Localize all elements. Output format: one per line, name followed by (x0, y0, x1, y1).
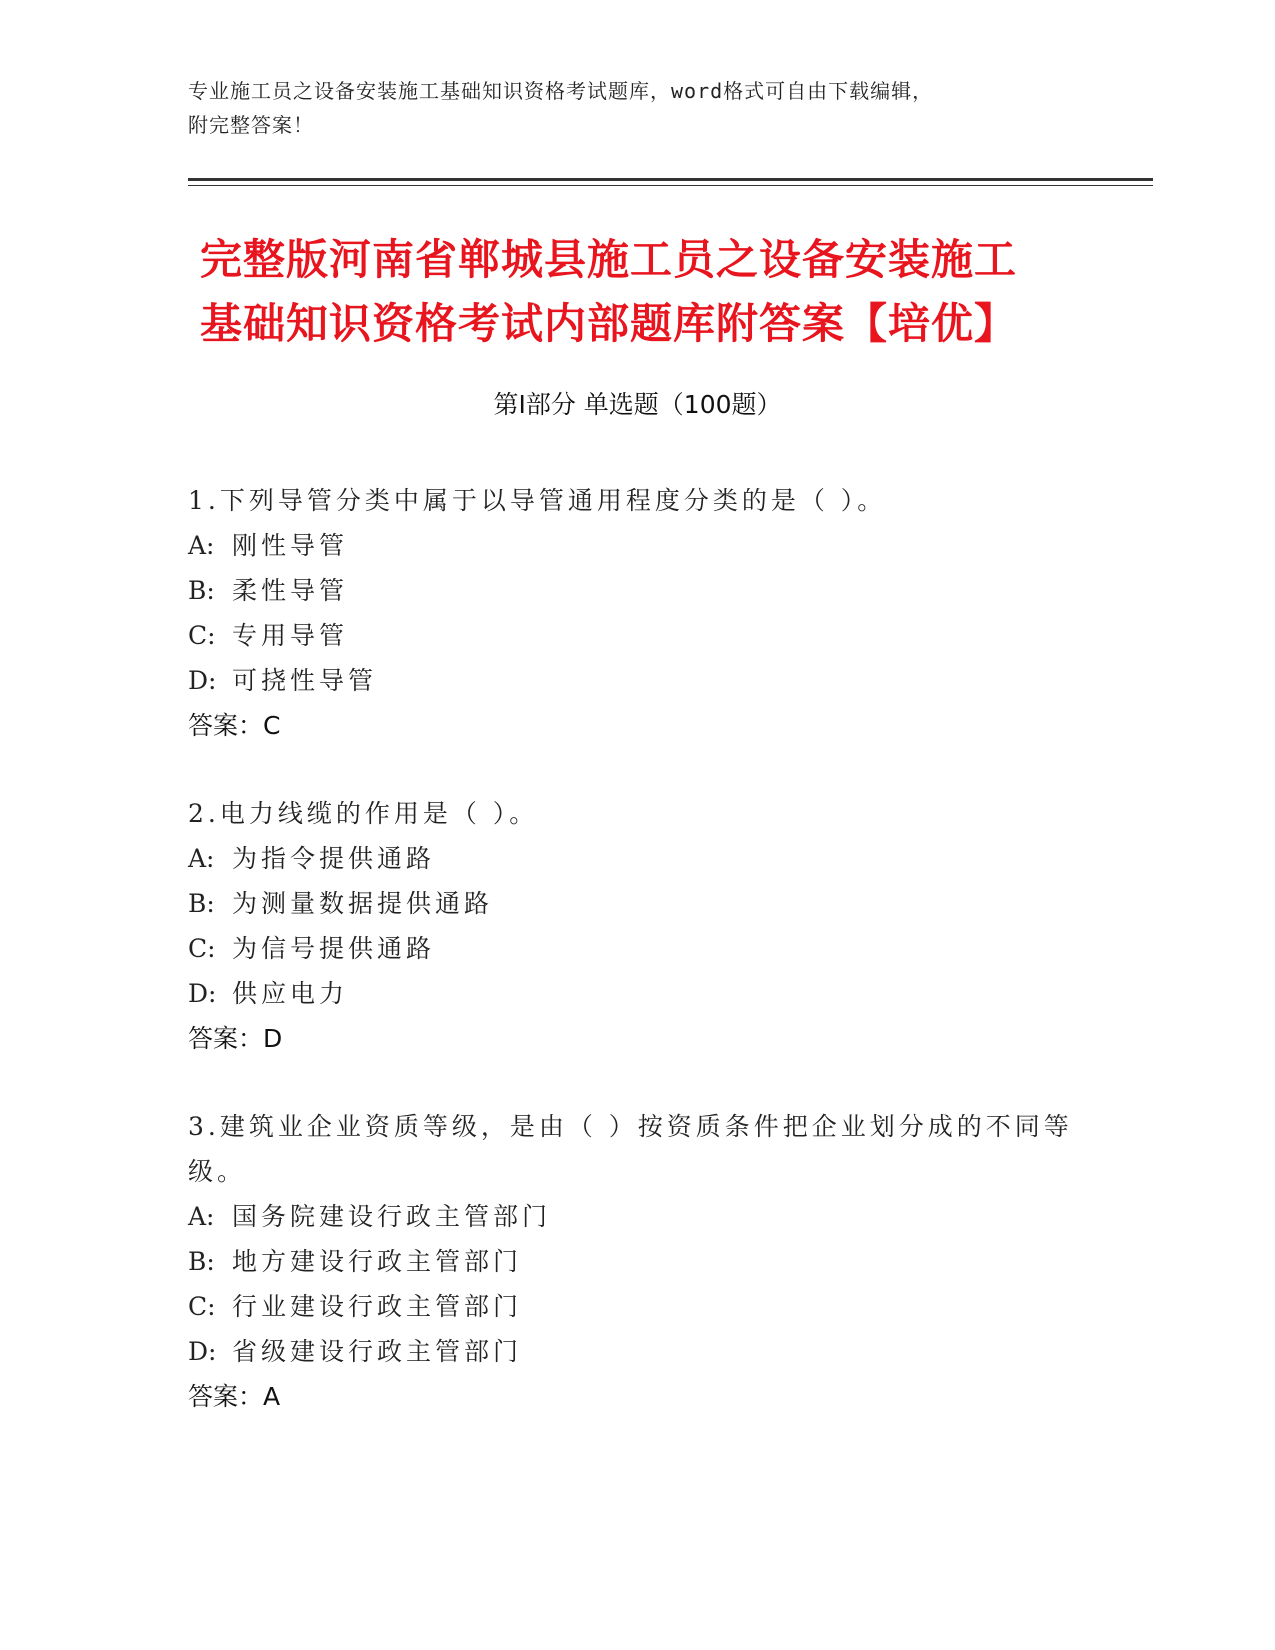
document-title-line-1: 完整版河南省郸城县施工员之设备安装施工 (200, 235, 1018, 284)
option-text: 为信号提供通路 (232, 934, 436, 963)
option-d (188, 971, 1088, 1016)
option-text: 地方建设行政主管部门 (232, 1247, 523, 1276)
option-letter: C: (188, 934, 216, 963)
option-letter: A: (188, 531, 215, 560)
question-stem: 3.建筑业企业资质等级，是由（ ）按资质条件把企业划分成的不同等级。 (188, 1112, 1073, 1186)
question-stem: 1.下列导管分类中属于以导管通用程度分类的是（ ）。 (188, 486, 887, 515)
option-a (188, 836, 1088, 881)
option-text: 行业建设行政主管部门 (232, 1292, 523, 1321)
option-text: 为测量数据提供通路 (232, 889, 494, 918)
question-list (188, 478, 1088, 1462)
option-d (188, 1329, 1088, 1374)
option-text: 供应电力 (232, 979, 349, 1008)
answer-line: 答案：D (188, 1024, 283, 1053)
option-letter: D: (188, 1337, 217, 1366)
option-b (188, 881, 1088, 926)
question-stem: 2.电力线缆的作用是（ ）。 (188, 799, 539, 828)
option-b (188, 1239, 1088, 1284)
option-d (188, 658, 1088, 703)
option-a (188, 523, 1088, 568)
document-title-line-2: 基础知识资格考试内部题库附答案【培优】 (200, 299, 1018, 348)
option-c (188, 613, 1088, 658)
option-text: 柔性导管 (232, 576, 349, 605)
option-letter: B: (188, 576, 215, 605)
header-note-line-1: 专业施工员之设备安装施工基础知识资格考试题库，word格式可自由下载编辑， (188, 79, 934, 103)
question-1 (188, 478, 1088, 749)
option-text: 可挠性导管 (232, 666, 378, 695)
option-letter: C: (188, 1292, 216, 1321)
option-c (188, 1284, 1088, 1329)
option-letter: D: (188, 666, 217, 695)
header-divider-thin (188, 185, 1153, 186)
option-text: 刚性导管 (232, 531, 349, 560)
option-text: 国务院建设行政主管部门 (232, 1202, 552, 1231)
question-2 (188, 791, 1088, 1062)
option-letter: B: (188, 889, 215, 918)
option-letter: A: (188, 844, 215, 873)
header-note (188, 74, 1088, 142)
question-3 (188, 1104, 1088, 1420)
option-letter: D: (188, 979, 217, 1008)
answer-line: 答案：A (188, 1382, 281, 1411)
header-note-line-2: 附完整答案！ (188, 113, 314, 137)
option-b (188, 568, 1088, 613)
option-letter: A: (188, 1202, 215, 1231)
option-text: 省级建设行政主管部门 (232, 1337, 523, 1366)
option-text: 为指令提供通路 (232, 844, 436, 873)
option-c (188, 926, 1088, 971)
answer-line: 答案：C (188, 711, 281, 740)
document-title (200, 228, 1100, 356)
option-letter: C: (188, 621, 216, 650)
option-text: 专用导管 (232, 621, 349, 650)
section-heading: 第Ⅰ部分 单选题（100题） (493, 390, 782, 419)
header-divider-thick (188, 178, 1153, 181)
option-a (188, 1194, 1088, 1239)
option-letter: B: (188, 1247, 215, 1276)
